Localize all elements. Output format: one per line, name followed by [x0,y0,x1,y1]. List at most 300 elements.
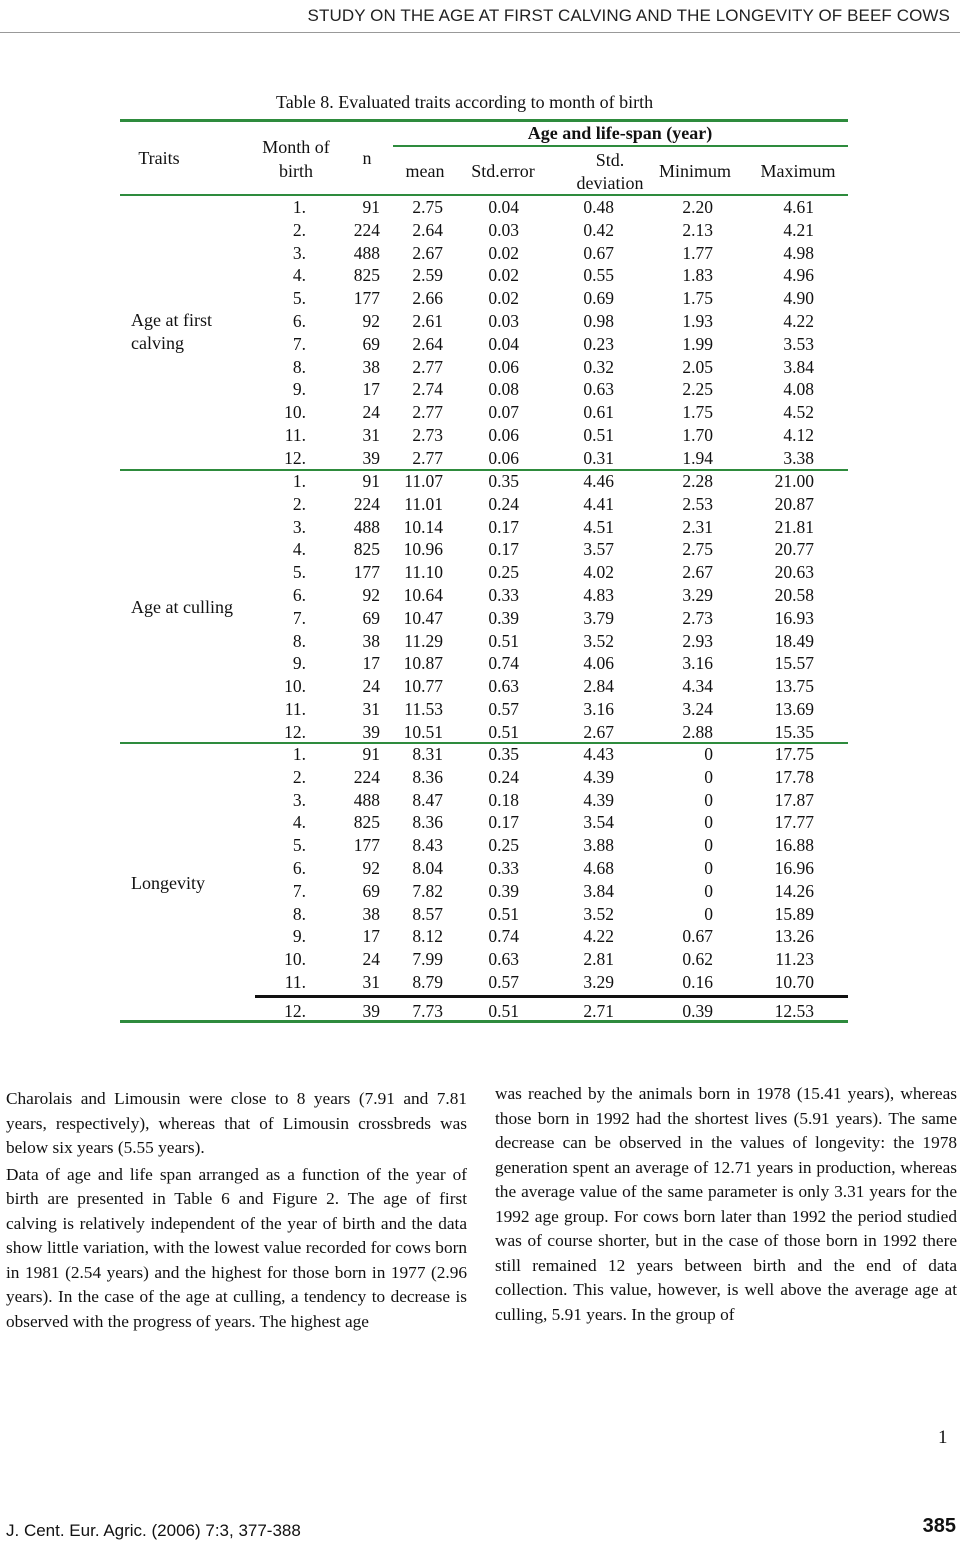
cell-stddev: 4.39 [583,766,614,787]
cell-min: 1.75 [682,402,713,423]
cell-max: 21.00 [774,471,814,491]
cell-max: 15.57 [774,653,814,674]
table-row [0,447,960,470]
cell-stddev: 3.84 [583,880,614,901]
cell-stderr: 0.51 [488,721,519,742]
cell-min: 2.13 [682,219,713,240]
cell-n: 91 [362,197,380,217]
cell-stddev: 3.57 [583,539,614,560]
cell-max: 20.77 [774,539,814,560]
cell-stddev: 0.98 [583,311,614,331]
cell-max: 20.58 [774,585,814,605]
cell-n: 177 [353,835,380,856]
cell-n: 17 [362,926,380,947]
cell-month: 4. [292,812,306,833]
cell-stddev: 4.68 [583,858,614,878]
cell-max: 3.84 [783,356,814,377]
cell-max: 4.22 [783,311,814,331]
cell-min: 0 [704,789,713,810]
last-row-rule [255,995,848,998]
cell-mean: 2.77 [412,402,443,423]
cell-stddev: 4.43 [583,744,614,764]
cell-month: 1. [292,197,306,217]
cell-stddev: 0.69 [583,288,614,309]
cell-mean: 10.96 [403,539,443,560]
cell-month: 12. [284,1000,306,1021]
cell-stderr: 0.25 [488,562,519,583]
cell-mean: 10.77 [403,676,443,697]
table-row [0,219,960,242]
cell-n: 91 [362,471,380,491]
cell-month: 10. [284,402,306,423]
cell-month: 8. [292,356,306,377]
cell-stderr: 0.51 [488,1000,519,1021]
table-row [0,834,960,857]
cell-max: 3.53 [783,333,814,354]
cell-month: 9. [292,926,306,947]
cell-stderr: 0.04 [488,333,519,354]
cell-max: 17.87 [774,789,814,810]
cell-max: 11.23 [775,949,814,970]
table-row [0,538,960,561]
cell-mean: 2.73 [412,425,443,445]
cell-stderr: 0.18 [488,789,519,810]
cell-min: 2.93 [682,630,713,651]
cell-n: 31 [362,425,380,445]
cell-stderr: 0.35 [488,744,519,764]
cell-month: 2. [292,766,306,787]
cell-mean: 2.77 [412,447,443,468]
cell-max: 14.26 [774,880,814,901]
cell-month: 8. [292,630,306,651]
cell-stderr: 0.51 [488,903,519,924]
cell-min: 2.67 [682,562,713,583]
cell-n: 92 [362,311,380,331]
cell-stddev: 4.02 [583,562,614,583]
trait-longevity: Longevity [131,873,205,893]
cell-month: 3. [292,789,306,810]
cell-mean: 11.53 [404,699,443,719]
cell-min: 3.24 [682,699,713,719]
header-n: n [362,148,372,168]
header-mean: mean [405,161,445,181]
cell-stderr: 0.74 [488,653,519,674]
cell-stderr: 0.04 [488,197,519,217]
cell-mean: 7.73 [412,1000,443,1021]
left-paragraph-2: Data of age and life span arranged as a function of the year of birth are presented in Table 6 and Figure 2. The age of first calving is relatively independent of the year of birth and the data show little variation, with the lowest value recorded for cows born in 1981 (2.54 years) and the highest for those born in 1977 (2.96 years). In the case of the age at culling, a tendency to decrease is observed with the progress of years. The highest age [6,1164,467,1331]
cell-stderr: 0.25 [488,835,519,856]
cell-stderr: 0.39 [488,880,519,901]
cell-stderr: 0.33 [488,585,519,605]
cell-stderr: 0.02 [488,265,519,286]
cell-stderr: 0.57 [488,699,519,719]
cell-max: 15.89 [774,903,814,924]
cell-stderr: 0.07 [488,402,519,423]
cell-stddev: 4.51 [583,516,614,537]
cell-n: 825 [353,539,380,560]
cell-stddev: 4.39 [583,789,614,810]
cell-month: 6. [292,311,306,331]
cell-mean: 2.59 [412,265,443,286]
cell-max: 4.21 [783,219,814,240]
cell-min: 0.62 [682,949,713,970]
header-rule [0,32,960,33]
cell-mean: 8.47 [412,789,443,810]
table-row [0,857,960,880]
cell-mean: 2.64 [412,333,443,354]
cell-stderr: 0.35 [488,471,519,491]
cell-mean: 2.64 [412,219,443,240]
table-row [0,789,960,812]
header-age-lifespan: Age and life-span (year) [527,123,713,143]
table-row [0,948,960,971]
cell-min: 2.25 [682,379,713,400]
cell-min: 1.75 [682,288,713,309]
cell-mean: 2.61 [412,311,443,331]
cell-month: 7. [292,880,306,901]
cell-mean: 11.29 [404,630,443,651]
cell-month: 8. [292,903,306,924]
cell-min: 1.99 [682,333,713,354]
cell-n: 17 [362,653,380,674]
header-maximum: Maximum [760,161,836,181]
cell-n: 488 [353,789,380,810]
cell-min: 2.75 [682,539,713,560]
table-row [0,333,960,356]
cell-mean: 11.07 [404,471,443,491]
cell-stddev: 0.67 [583,242,614,263]
cell-n: 38 [362,903,380,924]
left-column [6,1087,467,1334]
table-top-rule [120,119,848,122]
cell-min: 0.16 [682,972,713,992]
table-row [0,925,960,948]
cell-max: 17.75 [774,744,814,764]
cell-max: 4.98 [783,242,814,263]
cell-min: 0 [704,835,713,856]
cell-month: 6. [292,585,306,605]
cell-stderr: 0.02 [488,288,519,309]
cell-max: 13.69 [774,699,814,719]
table-row [0,880,960,903]
cell-min: 0 [704,812,713,833]
cell-min: 3.29 [682,585,713,605]
cell-max: 4.08 [783,379,814,400]
cell-mean: 7.99 [412,949,443,970]
footer-page-number: 385 [922,1515,956,1537]
table-row [0,766,960,789]
cell-mean: 2.75 [412,197,443,217]
cell-stderr: 0.17 [488,539,519,560]
cell-stddev: 3.29 [583,972,614,992]
cell-month: 1. [292,471,306,491]
cell-stddev: 0.51 [583,425,614,445]
cell-n: 38 [362,356,380,377]
cell-max: 3.38 [783,447,814,468]
cell-n: 224 [353,493,380,514]
table-row [0,903,960,926]
cell-n: 825 [353,265,380,286]
cell-min: 0 [704,880,713,901]
cell-max: 10.70 [774,972,814,992]
cell-stddev: 0.55 [583,265,614,286]
table-row [0,675,960,698]
table-row [0,196,960,219]
cell-min: 1.83 [682,265,713,286]
cell-max: 4.90 [783,288,814,309]
cell-mean: 8.04 [412,858,443,878]
cell-max: 20.87 [774,493,814,514]
cell-stderr: 0.51 [488,630,519,651]
cell-n: 31 [362,699,380,719]
table-row [0,698,960,721]
page-mark: 1 [938,1427,948,1448]
cell-min: 2.73 [682,607,713,628]
cell-max: 13.75 [774,676,814,697]
cell-stddev: 2.81 [583,949,614,970]
table-row [0,287,960,310]
cell-mean: 10.14 [403,516,443,537]
cell-month: 11. [284,425,306,445]
cell-n: 24 [362,949,380,970]
cell-n: 488 [353,242,380,263]
cell-stddev: 4.06 [583,653,614,674]
cell-n: 224 [353,766,380,787]
header-month: Month of birth [262,137,330,181]
table-row [0,743,960,766]
cell-month: 9. [292,653,306,674]
trait-age-culling: Age at culling [131,597,233,617]
cell-min: 0 [704,744,713,764]
cell-mean: 7.82 [412,880,443,901]
cell-stderr: 0.06 [488,356,519,377]
cell-month: 9. [292,379,306,400]
cell-stderr: 0.63 [488,949,519,970]
table-row [0,356,960,379]
cell-min: 2.20 [682,197,713,217]
table-row [0,584,960,607]
cell-min: 1.70 [682,425,713,445]
cell-max: 16.96 [774,858,814,878]
cell-mean: 8.36 [412,766,443,787]
cell-stddev: 0.61 [583,402,614,423]
cell-max: 4.96 [783,265,814,286]
cell-stderr: 0.57 [488,972,519,992]
cell-month: 4. [292,265,306,286]
cell-mean: 8.12 [412,926,443,947]
cell-stddev: 0.32 [583,356,614,377]
cell-min: 0.39 [682,1000,713,1021]
cell-min: 2.88 [682,721,713,742]
cell-min: 4.34 [682,676,713,697]
cell-stddev: 4.46 [583,471,614,491]
cell-max: 12.53 [774,1000,814,1021]
cell-max: 4.61 [783,197,814,217]
cell-stderr: 0.39 [488,607,519,628]
cell-mean: 10.87 [403,653,443,674]
table-row [0,652,960,675]
cell-stddev: 3.54 [583,812,614,833]
cell-month: 6. [292,858,306,878]
cell-stderr: 0.74 [488,926,519,947]
cell-stderr: 0.03 [488,311,519,331]
table-row [0,561,960,584]
cell-mean: 8.57 [412,903,443,924]
cell-max: 16.93 [774,607,814,628]
cell-stddev: 0.31 [583,447,614,468]
group-rule [393,145,848,147]
cell-n: 92 [362,858,380,878]
cell-max: 17.78 [774,766,814,787]
cell-month: 5. [292,835,306,856]
cell-min: 1.77 [682,242,713,263]
cell-stderr: 0.63 [488,676,519,697]
cell-n: 177 [353,562,380,583]
table-row [0,516,960,539]
cell-max: 20.63 [774,562,814,583]
table-row [0,378,960,401]
cell-n: 24 [362,676,380,697]
cell-mean: 2.67 [412,242,443,263]
cell-max: 18.49 [774,630,814,651]
cell-max: 16.88 [774,835,814,856]
cell-stddev: 3.88 [583,835,614,856]
cell-stderr: 0.06 [488,425,519,445]
cell-n: 488 [353,516,380,537]
cell-mean: 8.31 [412,744,443,764]
cell-max: 21.81 [774,516,814,537]
cell-stderr: 0.03 [488,219,519,240]
cell-max: 17.77 [774,812,814,833]
cell-stddev: 0.48 [583,197,614,217]
cell-n: 825 [353,812,380,833]
cell-mean: 11.10 [404,562,443,583]
cell-n: 177 [353,288,380,309]
table-row [0,310,960,333]
cell-stderr: 0.02 [488,242,519,263]
cell-n: 92 [362,585,380,605]
cell-max: 15.35 [774,721,814,742]
cell-min: 2.31 [682,516,713,537]
table-row [0,401,960,424]
cell-mean: 2.66 [412,288,443,309]
cell-min: 0 [704,858,713,878]
cell-mean: 10.51 [403,721,443,742]
cell-month: 3. [292,516,306,537]
header-traits: Traits [138,148,180,168]
cell-mean: 2.74 [412,379,443,400]
cell-mean: 8.43 [412,835,443,856]
cell-n: 224 [353,219,380,240]
table-row [0,971,960,994]
cell-stderr: 0.08 [488,379,519,400]
table-row [0,1000,960,1023]
table-row [0,630,960,653]
cell-min: 2.28 [682,471,713,491]
header-stddev: Std. deviation [576,150,644,193]
table-row [0,264,960,287]
cell-stddev: 4.83 [583,585,614,605]
table-caption: Table 8. Evaluated traits according to month of birth [276,92,654,112]
cell-stddev: 2.84 [583,676,614,697]
cell-mean: 10.64 [403,585,443,605]
cell-month: 7. [292,607,306,628]
cell-mean: 2.77 [412,356,443,377]
table-row [0,811,960,834]
right-column [495,1082,957,1327]
cell-min: 3.16 [682,653,713,674]
cell-mean: 8.79 [412,972,443,992]
cell-min: 0 [704,766,713,787]
cell-month: 10. [284,676,306,697]
cell-n: 69 [362,333,380,354]
cell-stderr: 0.24 [488,493,519,514]
cell-month: 11. [284,972,306,992]
table-row [0,721,960,744]
cell-n: 31 [362,972,380,992]
cell-stderr: 0.24 [488,766,519,787]
cell-stddev: 2.71 [583,1000,614,1021]
cell-month: 5. [292,562,306,583]
table-row [0,242,960,265]
cell-n: 39 [362,1000,380,1021]
cell-max: 13.26 [774,926,814,947]
cell-n: 69 [362,607,380,628]
cell-stddev: 0.23 [583,333,614,354]
cell-month: 3. [292,242,306,263]
cell-stddev: 4.22 [583,926,614,947]
cell-min: 1.94 [682,447,713,468]
cell-stddev: 3.79 [583,607,614,628]
cell-stderr: 0.17 [488,516,519,537]
cell-n: 24 [362,402,380,423]
table-row [0,493,960,516]
cell-month: 4. [292,539,306,560]
left-paragraph-1: Charolais and Limousin were close to 8 years (7.91 and 7.81 years, respectively), whereas that of Limousin crossbreds was below six years (5.55 years). [6,1089,467,1157]
cell-min: 2.53 [682,493,713,514]
cell-max: 4.12 [783,425,814,445]
cell-stddev: 0.42 [583,219,614,240]
cell-month: 2. [292,493,306,514]
cell-mean: 8.36 [412,812,443,833]
cell-n: 38 [362,630,380,651]
cell-mean: 10.47 [403,607,443,628]
cell-min: 0.67 [682,926,713,947]
cell-month: 1. [292,744,306,764]
cell-month: 12. [284,447,306,468]
table-row [0,607,960,630]
right-paragraph-1: was reached by the animals born in 1978 (15.41 years), whereas those born in 1992 had the shortest lives (5.91 years). The same decrease can be observed in the values of longevity: the 1978 generation spent an average of 12.71 years in production, whereas the average value of the same parameter is only 3.31 years for the 1992 age group. For cows born later than 1992 the period studied was of course shorter, but in the case of those born in 1992 there still remained 12 years between birth and the end of data collection. This value, however, is well above the average age at culling, 5.91 years. In the group of [495,1084,957,1324]
cell-stderr: 0.06 [488,447,519,468]
cell-stddev: 3.52 [583,630,614,651]
cell-stddev: 4.41 [583,493,614,514]
cell-n: 39 [362,721,380,742]
cell-n: 91 [362,744,380,764]
cell-month: 11. [284,699,306,719]
trait-age-first-calving: Age at first calving [131,310,212,353]
cell-stddev: 3.52 [583,903,614,924]
cell-min: 2.05 [682,356,713,377]
cell-stddev: 0.63 [583,379,614,400]
cell-month: 12. [284,721,306,742]
cell-stderr: 0.33 [488,858,519,878]
cell-min: 1.93 [682,311,713,331]
cell-n: 69 [362,880,380,901]
cell-month: 7. [292,333,306,354]
cell-max: 4.52 [783,402,814,423]
cell-month: 10. [284,949,306,970]
table-row [0,424,960,447]
